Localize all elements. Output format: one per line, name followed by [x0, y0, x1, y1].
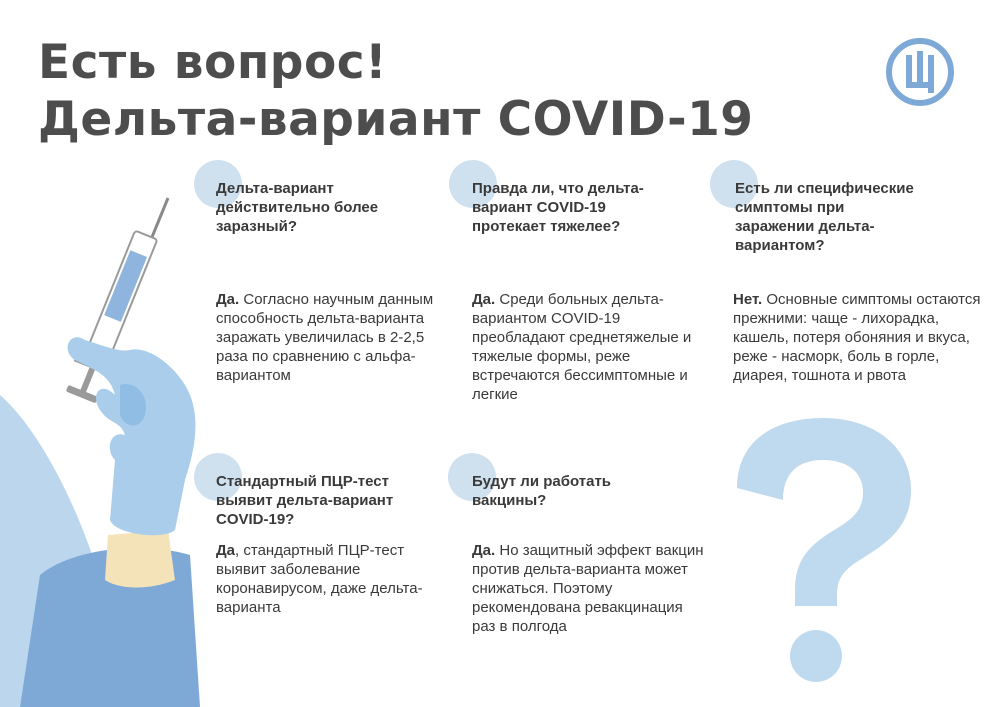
page-title — [38, 34, 754, 148]
qa-card-pcr-test — [194, 453, 454, 616]
qa-card-contagious — [194, 160, 434, 384]
question-text: Дельта-вариант действительно более заразный? — [216, 180, 379, 235]
qa-card-symptoms — [710, 160, 981, 384]
answer-text — [216, 541, 446, 617]
qa-card-severity — [449, 160, 699, 403]
answer-body: Среди больных дельта-вариантом COVID-19 преобладают среднетяжелые и тяжелые формы, реже встречаются бессимптомные и легкие — [472, 291, 692, 403]
logo-emblem-icon — [885, 37, 955, 107]
answer-text — [472, 290, 704, 404]
question-mark-icon — [725, 410, 920, 690]
answer-lead: Да. — [216, 291, 240, 308]
answer-body: , стандартный ПЦР-тест выявит заболевание коронавирусом, даже дельта-варианта — [216, 542, 423, 616]
answer-lead: Да. — [472, 291, 496, 308]
title-line-1: Есть вопрос! — [38, 35, 388, 90]
question-text: Стандартный ПЦР-тест выявит дельта-вариант COVID-19? — [216, 473, 394, 528]
answer-body: Основные симптомы остаются прежними: чаще - лихорадка, кашель, потеря обоняния и вкуса, реже - насморк, боль в горле, диарея, тошнота и рвота — [733, 291, 981, 384]
answer-body: Согласно научным данным способность дельта-варианта заражать увеличилась в 2-2,5 раза по сравнению с альфа-вариантом — [216, 291, 434, 384]
answer-body: Но защитный эффект вакцин против дельта-варианта может снижаться. Поэтому рекомендована ревакцинация раз в полгода — [472, 542, 704, 635]
title-line-2: Дельта-вариант COVID-19 — [38, 92, 754, 147]
qa-card-vaccines — [448, 453, 708, 635]
answer-text — [216, 290, 441, 385]
question-text: Правда ли, что дельта-вариант COVID-19 протекает тяжелее? — [472, 180, 644, 235]
question-text: Будут ли работать вакцины? — [472, 473, 612, 509]
answer-text — [472, 541, 707, 636]
answer-lead: Да. — [472, 542, 496, 559]
answer-text — [733, 290, 983, 385]
question-text: Есть ли специфические симптомы при заражении дельта-вариантом? — [735, 180, 914, 254]
answer-lead: Да — [216, 542, 236, 559]
syringe-glove-hand-icon — [0, 180, 215, 707]
answer-lead: Нет. — [733, 291, 763, 308]
